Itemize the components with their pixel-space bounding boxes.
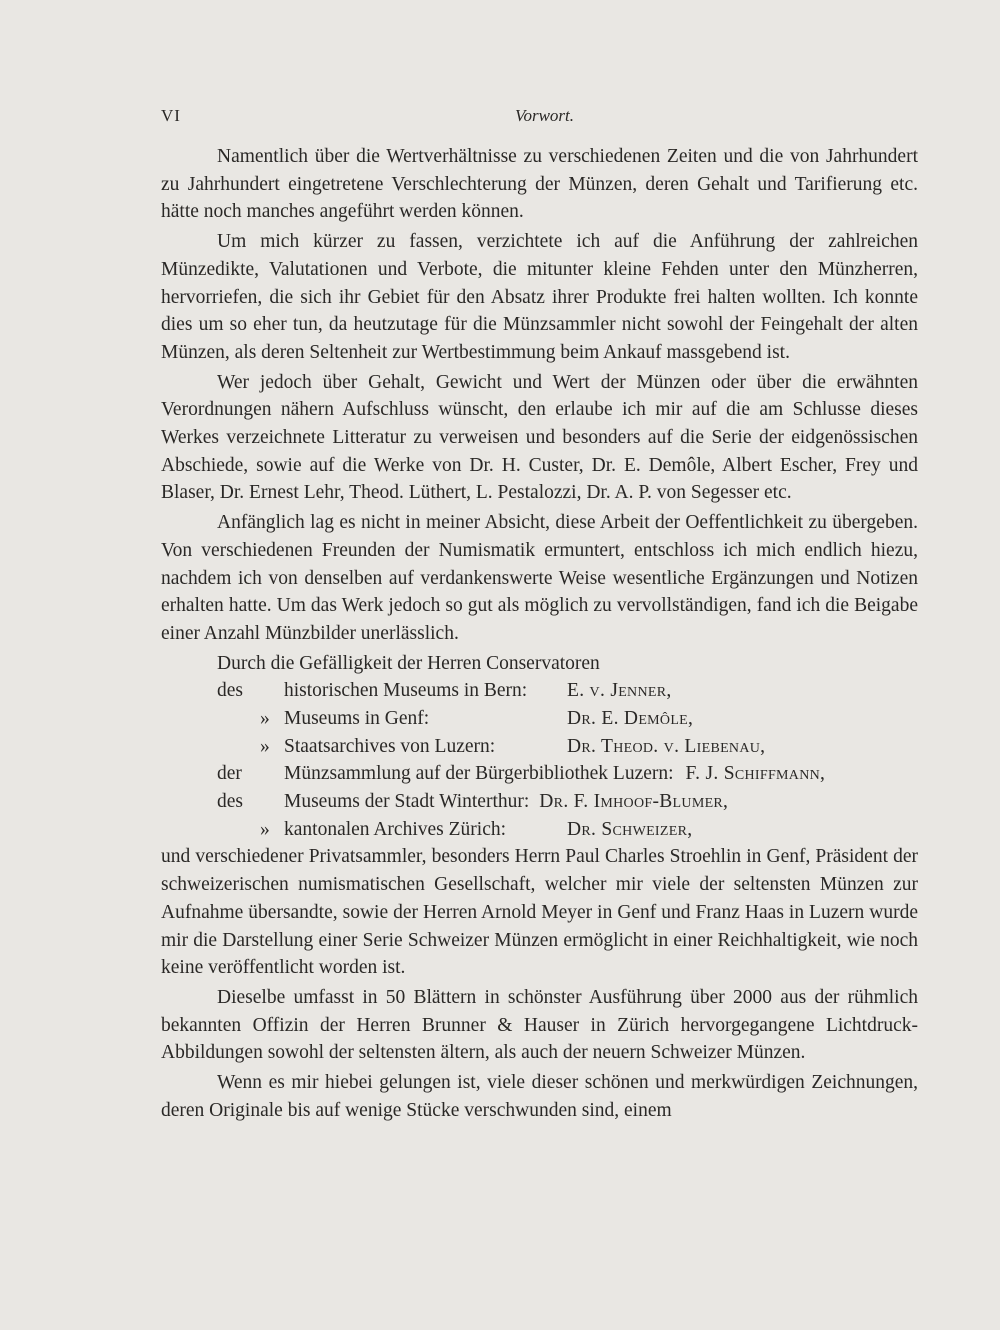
- row-institution: kantonalen Archives Zürich:: [284, 818, 507, 840]
- paragraph-6: Dieselbe umfasst in 50 Blättern in schönster Ausführung über 2000 aus der rühmlich bekannten Offizin der Herren Brunner & Hauser in Zürich hervorgegangene Lichtdruck-Abbildungen sowohl der seltensten ältern, als auch der neuern Schweizer Münzen.: [161, 987, 918, 1064]
- row-institution: Münzsammlung auf der Bürgerbibliothek Luzern:: [284, 763, 674, 785]
- row-lead: »: [260, 735, 270, 757]
- row-institution: Staatsarchives von Luzern:: [284, 735, 496, 757]
- row-name: Dr. F. Imhoof-Blumer,: [539, 791, 729, 813]
- paragraph-1: Namentlich über die Wertverhältnisse zu verschiedenen Zeiten und die von Jahrhundert zu Jahrhundert eingetretene Verschlechterung der Münzen, deren Gehalt und Tarifierung etc. hätte noch manches angeführt werden können.: [161, 146, 918, 223]
- paragraph-4: Anfänglich lag es nicht in meiner Absicht, diese Arbeit der Oeffentlichkeit zu übergeben. Von verschiedenen Freunden der Numismatik ermuntert, entschloss ich mich endlich hiezu, nachdem ich von denselben auf verdankenswerte Weise wesentliche Ergänzungen und Notizen erhalten hatte. Um das Werk jedoch so gut als möglich zu vervollständigen, fand ich die Beigabe einer Anzahl Münzbilder unerlässlich.: [161, 512, 918, 644]
- row-institution: historischen Museums in Bern:: [284, 680, 528, 702]
- paragraph-7: Wenn es mir hiebei gelungen ist, viele dieser schönen und merkwürdigen Zeichnungen, deren Originale bis auf wenige Stücke verschwunden sind, einem: [161, 1072, 918, 1121]
- paragraph-3: Wer jedoch über Gehalt, Gewicht und Wert der Münzen oder über die erwähnten Verordnungen nähern Aufschluss wünscht, den erlaube ich mir auf die am Schlusse dieses Werkes verzeichnete Litteratur zu verweisen und besonders auf die Serie der eidgenössischen Abschiede, sowie auf die Werke von Dr. H. Custer, Dr. E. Demôle, Albert Escher, Frey und Blaser, Dr. Ernest Lehr, Theod. Lüthert, L. Pestalozzi, Dr. A. P. von Segesser etc.: [161, 371, 918, 504]
- row-institution: Museums der Stadt Winterthur:: [284, 791, 530, 813]
- row-institution: Museums in Genf:: [284, 708, 430, 730]
- conservator-row: [161, 677, 918, 705]
- page-number: VI: [161, 106, 181, 125]
- row-name: Dr. Schweizer,: [567, 818, 693, 840]
- conservator-row: [161, 816, 918, 844]
- conservator-row: [161, 733, 918, 761]
- conservators-list: [161, 677, 918, 843]
- row-name: Dr. E. Demôle,: [567, 708, 694, 730]
- row-lead: des: [217, 680, 243, 702]
- conservator-row: [161, 705, 918, 733]
- conservator-row: [161, 760, 918, 788]
- row-name: F. J. Schiffmann,: [685, 763, 826, 785]
- paragraph-2: Um mich kürzer zu fassen, verzichtete ich auf die Anführung der zahlreichen Münzedikte, Valutationen und Verbote, die mitunter kleine Fehden unter den Münzherren, hervorriefen, die sich ihr Gebiet für den Absatz ihrer Produkte frei halten wollten. Ich konnte dies um so eher tun, da heutzutage für die Münzsammler nicht sowohl der Feingehalt der alten Münzen, als deren Seltenheit zur Wertbestimmung beim Ankauf massgebend ist.: [161, 231, 918, 363]
- row-name: E. v. Jenner,: [567, 680, 672, 702]
- running-title: Vorwort.: [514, 106, 575, 125]
- row-lead: des: [217, 791, 243, 813]
- paragraph-5: und verschiedener Privatsammler, besonders Herrn Paul Charles Stroehlin in Genf, Präsident der schweizerischen numismatischen Gesellschaft, welcher mir viele der seltensten Münzen zur Aufnahme übersandte, sowie der Herren Arnold Meyer in Genf und Franz Haas in Luzern wurde mir die Darstellung einer Serie Schweizer Münzen ermöglicht in einer Reichhaltigkeit, wie noch keine veröffentlicht worden ist.: [161, 846, 918, 979]
- conservators-intro: Durch die Gefälligkeit der Herren Conservatoren: [217, 652, 600, 674]
- page-header: [161, 106, 918, 130]
- row-lead: der: [217, 763, 242, 785]
- row-lead: »: [260, 708, 270, 730]
- conservator-row: [161, 788, 918, 816]
- row-name: Dr. Theod. v. Liebenau,: [567, 735, 766, 757]
- body-text: [161, 143, 918, 1125]
- row-lead: »: [260, 818, 270, 840]
